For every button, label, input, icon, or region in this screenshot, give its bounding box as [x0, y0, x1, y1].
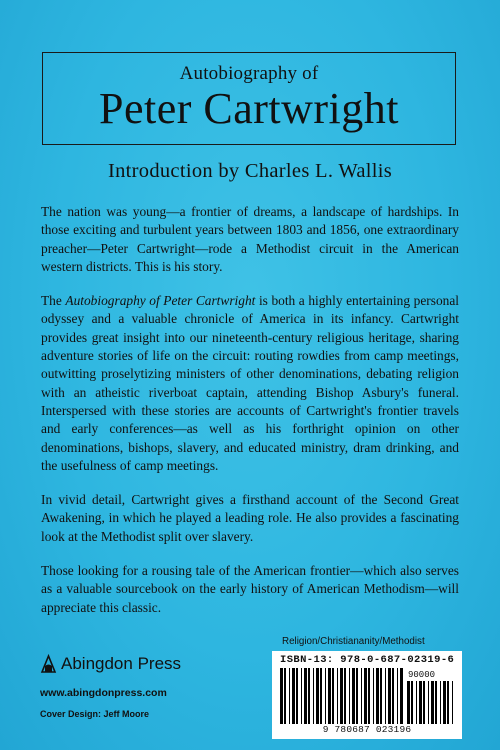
- publisher-url: www.abingdonpress.com: [40, 687, 167, 699]
- category-label: Religion/Christiananity/Methodist: [282, 636, 425, 647]
- paragraph-4: Those looking for a rousing tale of the American frontier—which also serves as a valuable sourcebook on the early history of American Methodism—will appreciate this classic.: [41, 563, 459, 615]
- book-title: Peter Cartwright: [98, 84, 400, 133]
- title-subtitle: Autobiography of: [179, 63, 319, 84]
- publisher-logo: [40, 654, 181, 674]
- isbn-number: ISBN-13: 978-0-687-02319-6: [280, 654, 455, 666]
- barcode-image: [280, 668, 404, 724]
- paragraph-1: The nation was young—a frontier of dreams, a landscape of hardships. In those exciting and turbulent years between 1803 and 1856, one extraordinary preacher—Peter Cartwright—rode a Methodist circuit in the American western districts. This is his story.: [41, 204, 459, 274]
- description-body: [41, 203, 459, 633]
- introduction-credit: Introduction by Charles L. Wallis: [107, 160, 392, 182]
- cover-design-credit: Cover Design: Jeff Moore: [40, 709, 150, 719]
- price-barcode-image: [407, 681, 455, 724]
- paragraph-2-prefix: The: [41, 293, 66, 309]
- title-box: [42, 52, 456, 145]
- paragraph-2-title: Autobiography of Peter Cartwright: [65, 293, 256, 309]
- paragraph-2-text: is both a highly entertaining personal odyssey and a valuable chronicle of America in its infancy. Cartwright provides great insight into our nineteenth-century religious heritage, sharing adventure stories of life on the circuit: routing rowdies from camp meetings, outwitting proselytizing ministers of other denominations, debating religion with an atheistic riverboat captain, attending Bishop Asbury's funeral. Interspersed with these stories are accounts of Cartwright's frontier travels and early conferences—as well as his forthright opinion on other denominations, bishops, slavery, and educated ministry, dram drinking, and the usefulness of camp meetings.: [41, 293, 459, 473]
- price-code: 90000: [408, 670, 436, 680]
- barcode-block: [272, 651, 462, 739]
- barcode-digits: 9 780687 023196: [322, 724, 412, 735]
- paragraph-3: In vivid detail, Cartwright gives a firsthand account of the Second Great Awakening, in which he played a leading role. He also provides a fascinating look at the Methodist split over slavery.: [41, 492, 459, 544]
- abingdon-logo-icon: [40, 654, 57, 674]
- paragraph-2: [41, 292, 459, 475]
- publisher-name: Abingdon Press: [61, 654, 182, 673]
